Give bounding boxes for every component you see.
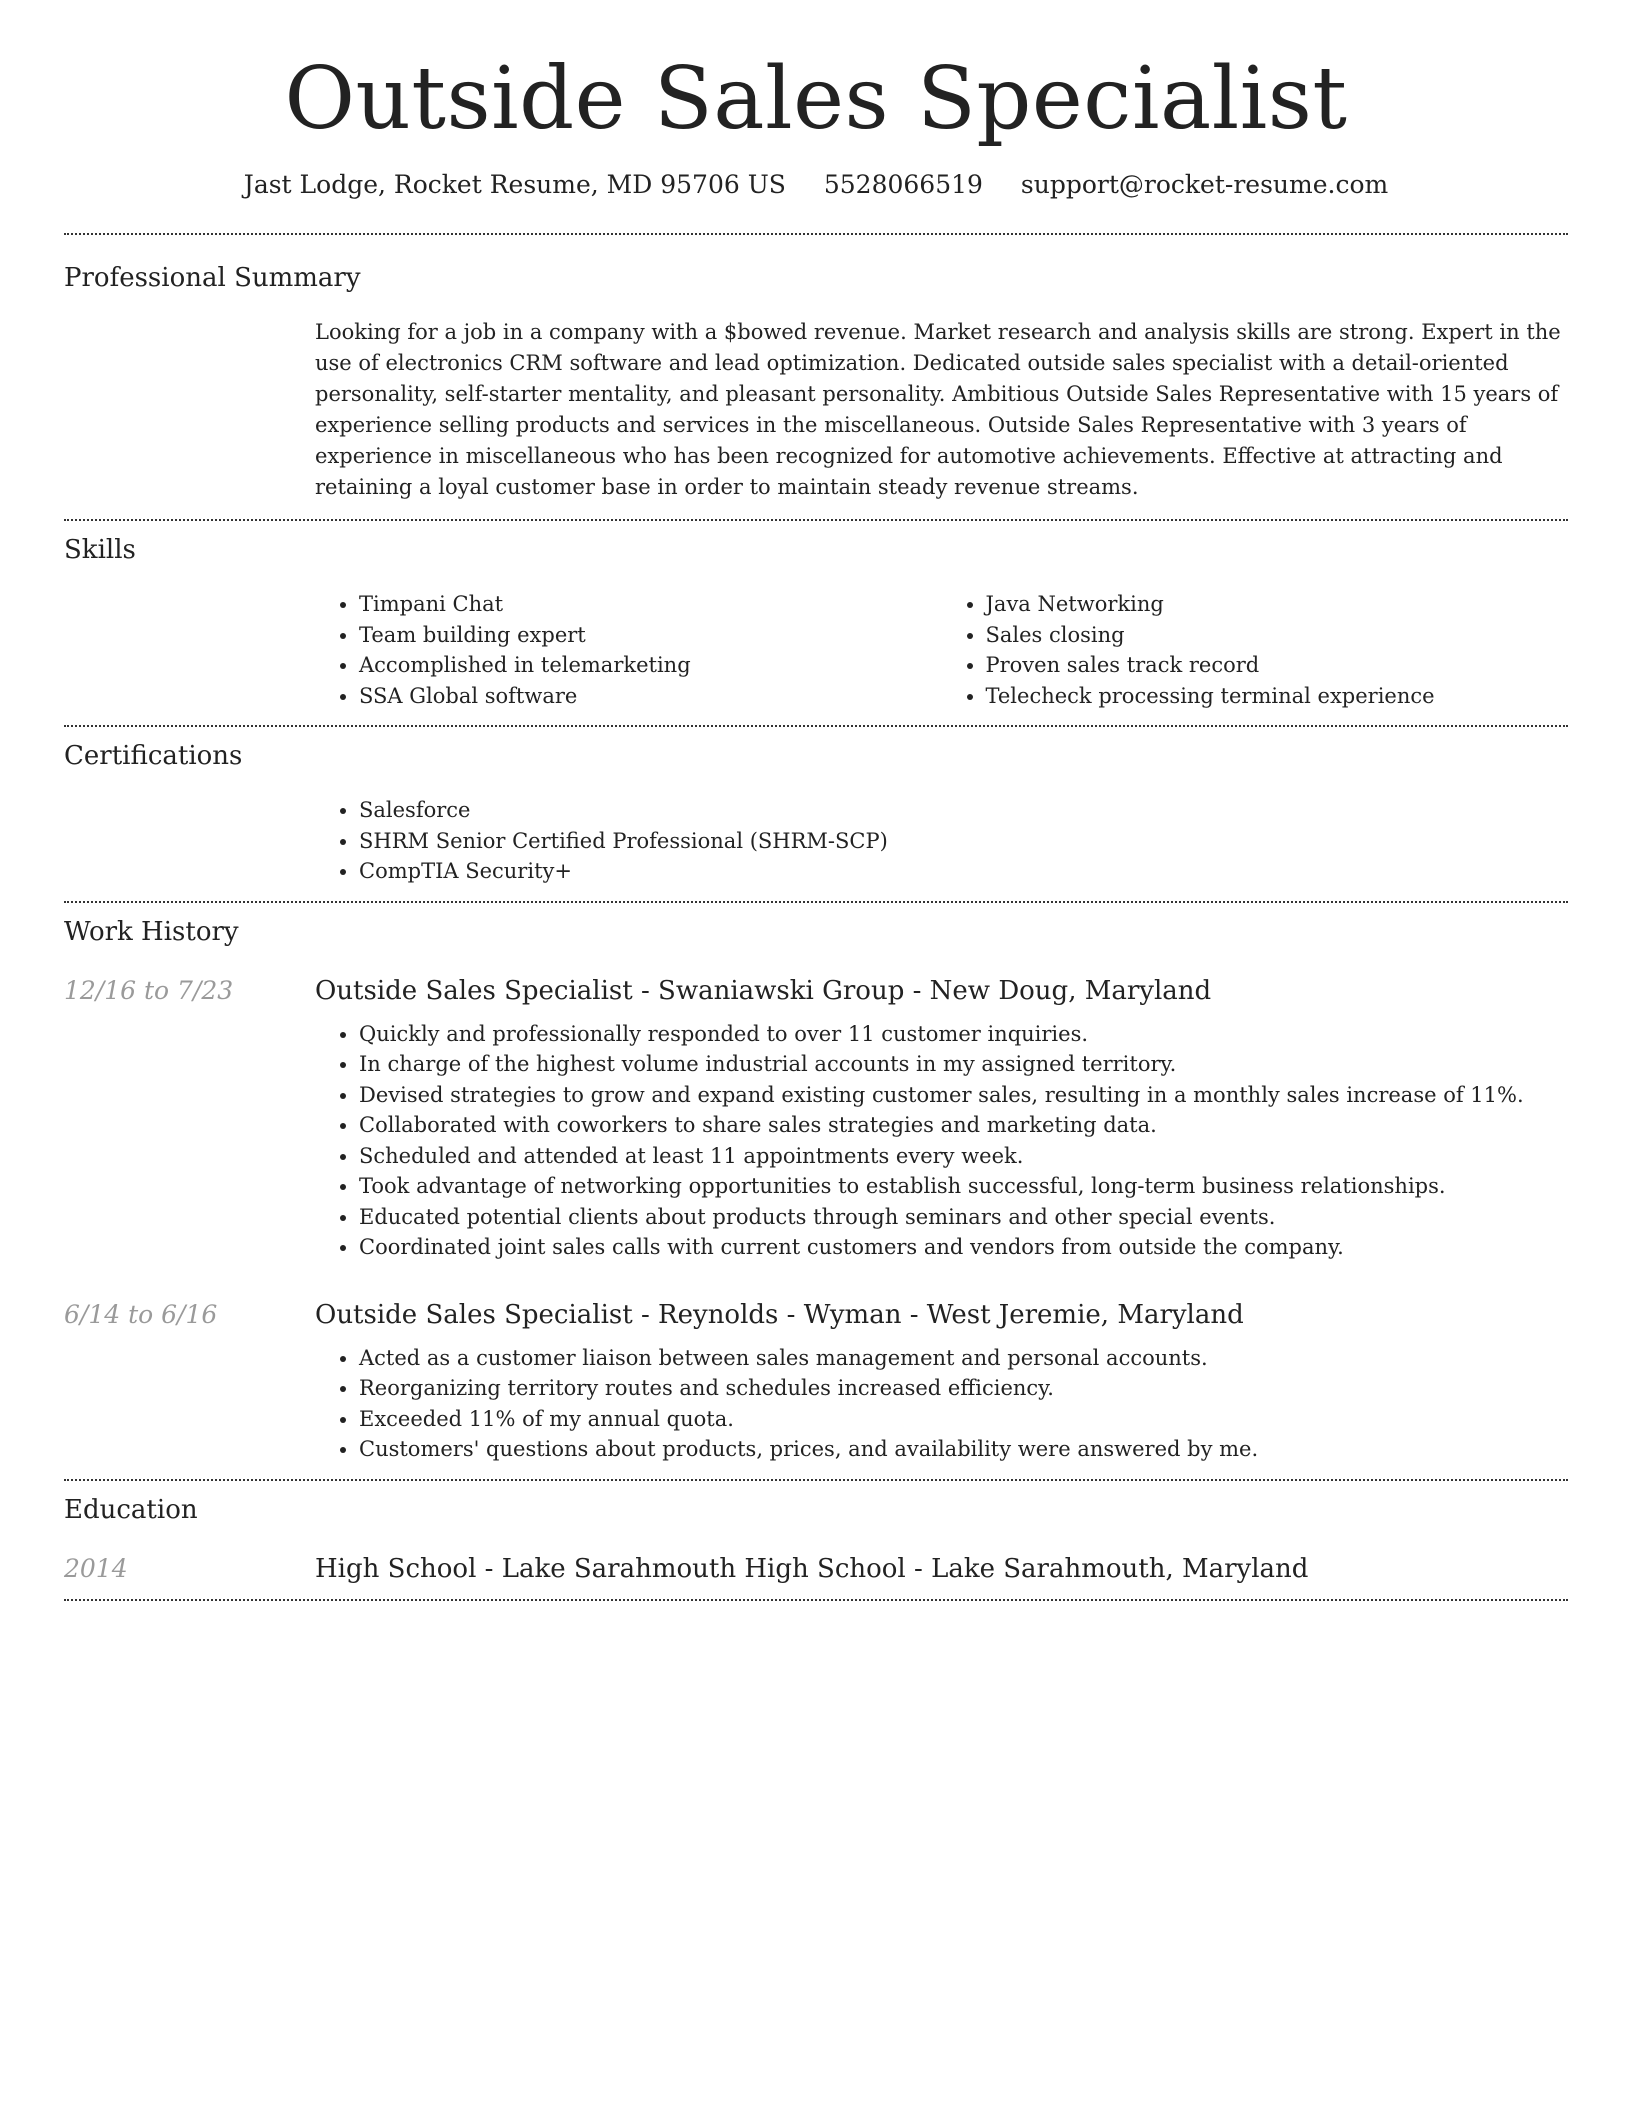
section-title-summary: Professional Summary — [64, 263, 361, 293]
education-entry — [64, 1553, 1568, 1585]
candidate-name: Outside Sales Specialist — [284, 49, 1348, 149]
skills-column-right — [942, 589, 1569, 711]
job-bullet: • Devised strategies to grow and expand existing customer sales, resulting in a monthly sales increase of 11%. — [359, 1080, 1568, 1111]
skill-item: • Proven sales track record — [986, 650, 1569, 681]
job-bullet: • Educated potential clients about products through seminars and other special events. — [359, 1202, 1568, 1233]
divider — [64, 1599, 1568, 1601]
work-history-section — [64, 903, 1568, 1479]
job-bullet: • Quickly and professionally responded to over 11 customer inquiries. — [359, 1019, 1568, 1050]
job-entry — [64, 975, 1568, 1263]
job-date: 6/14 to 6/16 — [64, 1299, 218, 1329]
summary-text: Looking for a job in a company with a $bowed revenue. Market research and analysis skills are strong. Expert in the use of electronics CRM software and lead optimization. Dedicated outside sales specialist with a detail-oriented personality, self-starter mentality, and pleasant personality. Ambitious Outside Sales Representative with 15 years of experience selling products and services in the miscellaneous. Outside Sales Representative with 3 years of experience in miscellaneous who has been recognized for automotive achievements. Effective at attracting and retaining a loyal customer base in order to maintain steady revenue streams. — [315, 320, 1561, 499]
skills-columns — [315, 589, 1568, 725]
skill-item: • Timpani Chat — [359, 589, 942, 620]
job-date: 12/16 to 7/23 — [64, 975, 234, 1005]
certifications-spacer — [64, 771, 315, 901]
certifications-row — [64, 771, 1568, 901]
job-bullet: • In charge of the highest volume industrial accounts in my assigned territory. — [359, 1049, 1568, 1080]
job-bullet: • Collaborated with coworkers to share sales strategies and marketing data. — [359, 1110, 1568, 1141]
resume-page — [64, 0, 1568, 1601]
job-bullet: • Took advantage of networking opportunities to establish successful, long-term business relationships. — [359, 1171, 1568, 1202]
job-entry — [64, 1299, 1568, 1465]
summary-section — [64, 235, 1568, 519]
summary-spacer — [64, 293, 315, 519]
contact-phone: 5528066519 — [823, 170, 983, 199]
education-section — [64, 1481, 1568, 1599]
job-bullets — [315, 1343, 1568, 1465]
section-title-education: Education — [64, 1494, 198, 1525]
skill-item: • Accomplished in telemarketing — [359, 650, 942, 681]
job-bullet: • Reorganizing territory routes and schedules increased efficiency. — [359, 1373, 1568, 1404]
skill-item: • Sales closing — [986, 620, 1569, 651]
job-bullet: • Acted as a customer liaison between sales management and personal accounts. — [359, 1343, 1568, 1374]
certification-item: • CompTIA Security+ — [359, 856, 1568, 887]
certification-item: • SHRM Senior Certified Professional (SHRM-SCP) — [359, 826, 1568, 857]
skills-spacer — [64, 565, 315, 725]
job-bullet: • Coordinated joint sales calls with current customers and vendors from outside the company. — [359, 1232, 1568, 1263]
job-bullet: • Scheduled and attended at least 11 appointments every week. — [359, 1141, 1568, 1172]
contact-address: Jast Lodge, Rocket Resume, MD 95706 US — [243, 170, 786, 199]
job-title: Outside Sales Specialist - Reynolds - Wyman - West Jeremie, Maryland — [315, 1299, 1244, 1330]
certification-item: • Salesforce — [359, 795, 1568, 826]
section-title-skills: Skills — [64, 535, 136, 565]
skills-column-left — [315, 589, 942, 711]
skills-row — [64, 565, 1568, 725]
job-bullet: • Exceeded 11% of my annual quota. — [359, 1404, 1568, 1435]
skills-section — [64, 521, 1568, 725]
skill-item: • Telecheck processing terminal experience — [986, 681, 1569, 712]
certifications-list — [315, 795, 1568, 887]
job-bullets — [315, 1019, 1568, 1263]
certifications-section — [64, 727, 1568, 901]
contact-email: support@rocket-resume.com — [1020, 170, 1389, 199]
skill-item: • Team building expert — [359, 620, 942, 651]
job-bullet: • Customers' questions about products, prices, and availability were answered by me. — [359, 1434, 1568, 1465]
contact-line — [64, 170, 1568, 199]
summary-row — [64, 293, 1568, 519]
job-title: Outside Sales Specialist - Swaniawski Group - New Doug, Maryland — [315, 975, 1212, 1006]
education-title: High School - Lake Sarahmouth High School - Lake Sarahmouth, Maryland — [315, 1553, 1309, 1584]
section-title-certifications: Certifications — [64, 741, 243, 771]
education-date: 2014 — [64, 1553, 128, 1583]
skill-item: • SSA Global software — [359, 681, 942, 712]
section-title-work: Work History — [64, 916, 239, 947]
skill-item: • Java Networking — [986, 589, 1569, 620]
